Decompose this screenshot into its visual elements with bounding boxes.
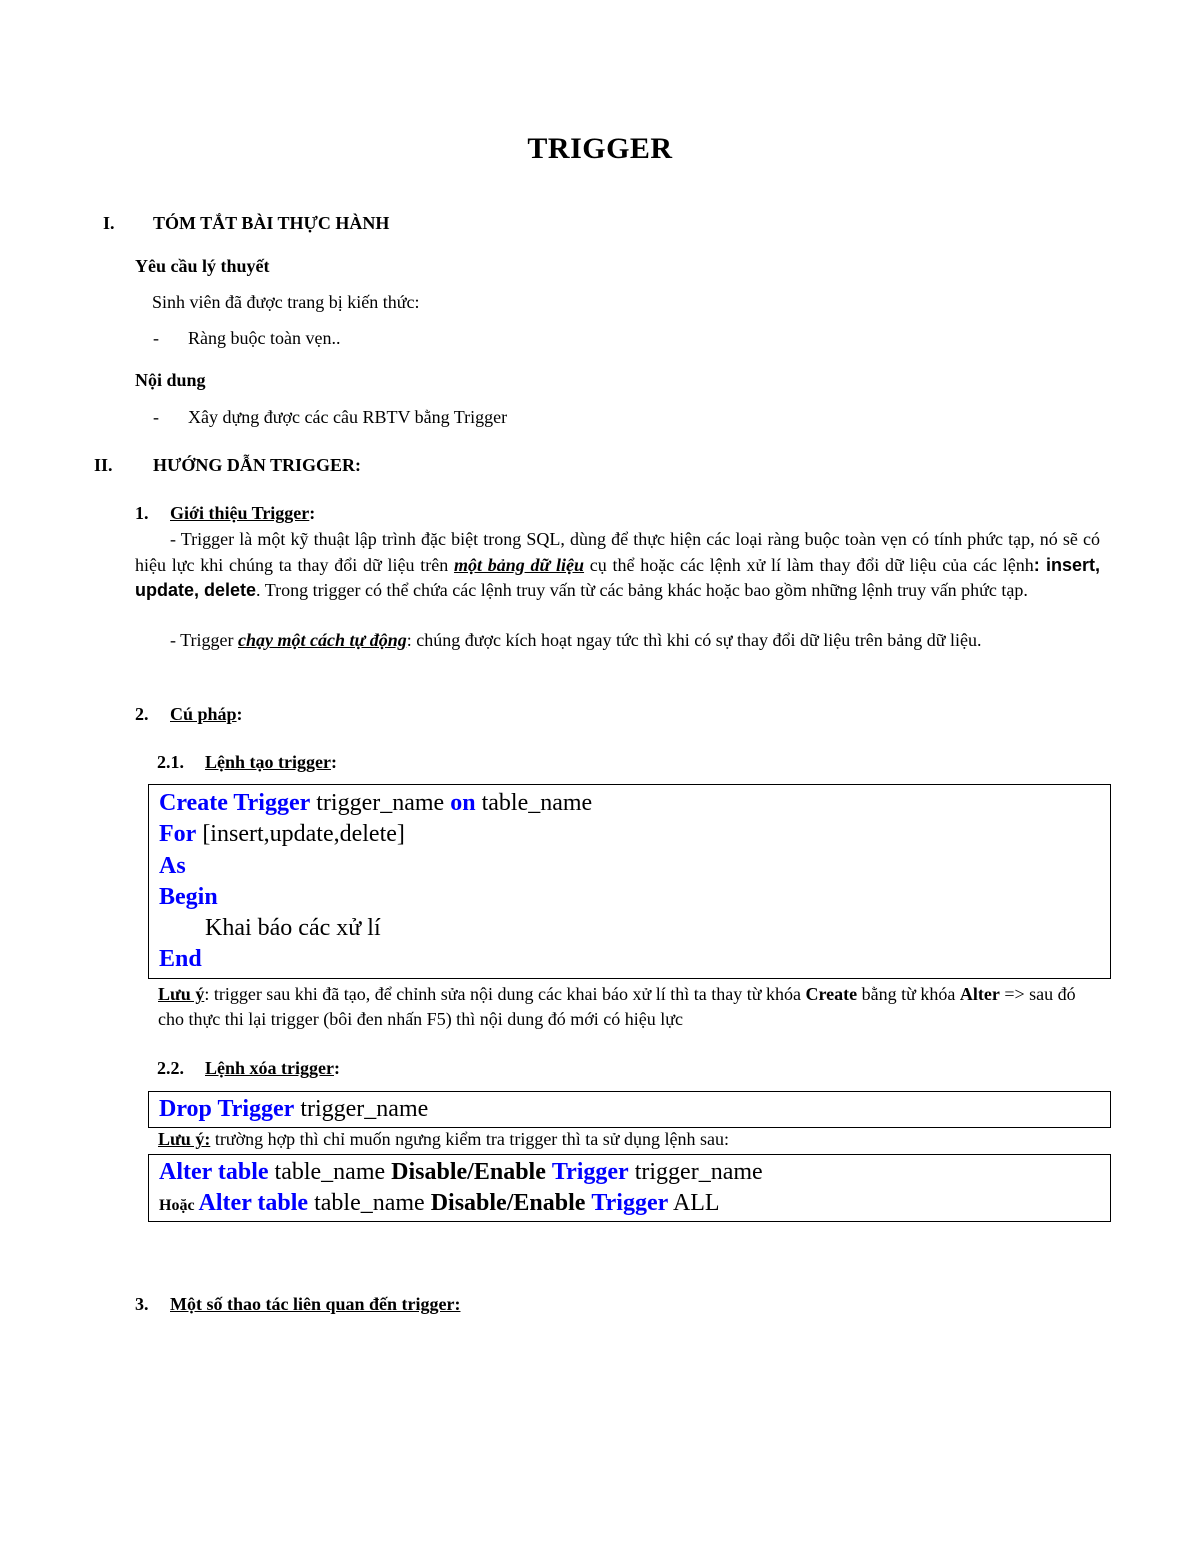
bullet-integrity: Ràng buộc toàn vẹn..: [188, 328, 341, 348]
section-2-number: II.: [94, 455, 113, 475]
note-alter: Lưu ý: trigger sau khi đã tạo, để chỉnh sửa nội dung các khai báo xử lí thì ta thay từ khóa Create bằng từ khóa Alter => sau đó cho thực thi lại trigger (bôi đen nhấn F5) thì nội dung đó mới có hiệu lực: [158, 984, 1076, 1029]
subitem-2-1-number: 2.1.: [157, 752, 184, 772]
subitem-2-1-heading: Lệnh tạo trigger:: [205, 752, 337, 772]
item-3-heading: Một số thao tác liên quan đến trigger:: [170, 1294, 461, 1314]
item-1-heading: Giới thiệu Trigger:: [170, 503, 316, 523]
intro-paragraph-2: - Trigger chạy một cách tự động: chúng được kích hoạt ngay tức thì khi có sự thay đổi dữ liệu trên bảng dữ liệu.: [170, 630, 982, 650]
code-line: Begin: [159, 883, 218, 910]
code-line: As: [159, 852, 186, 879]
subheading-theory: Yêu cầu lý thuyết: [135, 256, 270, 276]
bullet-dash: -: [153, 407, 159, 427]
section-2-heading: HƯỚNG DẪN TRIGGER:: [153, 455, 362, 475]
code-line: Khai báo các xử lí: [205, 915, 381, 942]
code-line: Drop Trigger trigger_name: [159, 1096, 429, 1122]
intro-paragraph-1: - Trigger là một kỹ thuật lập trình đặc biệt trong SQL, dùng để thực hiện các loại ràng buộc toàn vẹn có tính phức tạp, nó sẽ có hiệu lực khi chúng ta thay đổi dữ liệu trên một bảng dữ liệu cụ thể hoặc các lệnh xử lí làm thay đổi dữ liệu của các lệnh: insert, update, delete. Trong trigger có thể chứa các lệnh truy vấn từ các bảng khác hoặc bao gồm những lệnh truy vấn phức tạp.: [135, 529, 1100, 600]
subheading-content: Nội dung: [135, 370, 206, 390]
code-line: Create Trigger trigger_name on table_name: [159, 790, 593, 816]
code-line: For [insert,update,delete]: [159, 821, 405, 848]
item-3-number: 3.: [135, 1294, 149, 1314]
section-1-heading: TÓM TẮT BÀI THỰC HÀNH: [153, 213, 390, 233]
code-line: Hoặc Alter table table_name Disable/Enable Trigger ALL: [159, 1190, 720, 1217]
subitem-2-2-number: 2.2.: [157, 1058, 184, 1078]
bullet-build-trigger: Xây dựng được các câu RBTV bằng Trigger: [188, 407, 508, 427]
item-1-number: 1.: [135, 503, 149, 523]
alter-trigger-code-box: [148, 1154, 1111, 1222]
code-line: Alter table table_name Disable/Enable Trigger trigger_name: [159, 1159, 763, 1185]
subitem-2-2-heading: Lệnh xóa trigger:: [205, 1058, 340, 1078]
item-2-number: 2.: [135, 704, 149, 724]
item-2-heading: Cú pháp:: [170, 704, 243, 724]
intro-text: Sinh viên đã được trang bị kiến thức:: [152, 292, 420, 312]
code-line: End: [159, 946, 202, 973]
section-1-number: I.: [103, 213, 115, 233]
bullet-dash: -: [153, 328, 159, 348]
drop-trigger-code-box: [148, 1091, 1111, 1128]
note-disable: Lưu ý: trường hợp thì chỉ muốn ngưng kiểm tra trigger thì ta sử dụng lệnh sau:: [158, 1129, 730, 1149]
create-trigger-code-box: [148, 784, 1111, 979]
page-title: TRIGGER: [527, 132, 673, 165]
